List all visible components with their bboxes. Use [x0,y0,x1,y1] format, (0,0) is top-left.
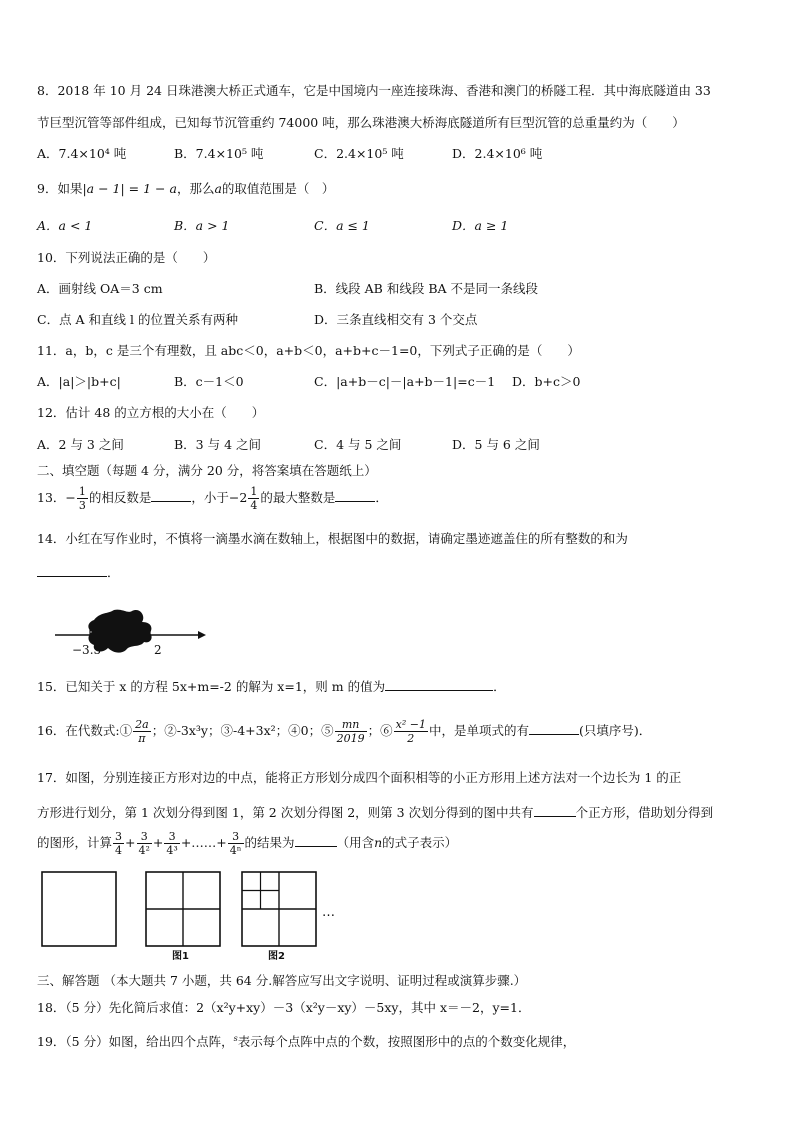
q13-number: 13． [37,490,66,505]
q17-plus-1: + [125,835,136,850]
q16-suffix2: (只填序号)． [578,723,652,738]
base-square [42,872,116,946]
q15-answer-blank[interactable] [385,676,493,691]
q16-line [37,714,651,748]
q9-option-d: D．a ≥ 1 [452,218,509,233]
q13-text2: ，小于 [191,490,229,505]
q12-option-d: D．5 与 6 之间 [452,437,540,452]
q12-option-a: A．2 与 3 之间 [37,437,124,452]
q13-text3: 的最大整数是 [260,490,336,505]
q17-line1: 17．如图，分别连接正方形对边的中点，能将正方形划分成四个面积相等的小正方形用上述方法对一个边长为 1 的正 [37,770,682,785]
q17-ellipsis: +……+ [180,835,227,850]
q16-answer-blank[interactable] [529,720,579,735]
q17-term-2: $\frac{3}{\text{4²}}$ [138,830,150,857]
q17-line3d: 的式子表示） [382,835,458,850]
q8-option-b: B．7.4×10⁵ 吨 [174,146,264,161]
q9-option-c: C．a ≤ 1 [314,218,370,233]
number-line-figure [50,608,220,658]
label-2: 2 [154,643,162,657]
q13-minus: − [65,490,76,505]
q13-end: ． [375,490,388,505]
q11-option-a: A．|a|＞|b+c| [37,374,121,389]
q17-plus-2: + [152,835,164,850]
q15-end: ． [493,679,506,694]
q17-term-1: $\frac{3}{4}$ [115,830,123,857]
q13-line [37,484,388,512]
q9-mid: ，那么 [176,181,215,196]
q13-fraction-2: $\frac{1}{4}$ [250,485,258,512]
q12-stem: 12．估计 48 的立方根的大小在（ ） [37,405,265,420]
figure-1-label: 图1 [172,951,189,962]
q17-line3a: 的图形，计算 [37,835,113,850]
q11-option-b: B．c－1＜0 [174,374,244,389]
q17-line2b: 个正方形，借助划分得到 [575,805,714,820]
section-3-heading: 三、解答题 （本大题共 7 小题，共 64 分.解答应写出文字说明、证明过程或演算步骤.） [37,973,527,988]
q11-option-d: D．b+c＞0 [512,374,581,389]
q8-line1: 8．2018 年 10 月 24 日珠港澳大桥正式通车，它是中国境内一座连接珠海、香港和澳门的桥隧工程．其中海底隧道由 33 [37,83,711,98]
q17-line2a: 方形进行划分，第 1 次划分得到图 1，第 2 次划分得图 2，则第 3 次划分得到的图中共有 [37,805,534,820]
q17-blank-1[interactable] [534,802,576,817]
q14-line1: 14．小红在写作业时，不慎将一滴墨水滴在数轴上，根据图中的数据，请确定墨迹遮盖住的所有整数的和为 [37,531,628,546]
q9-stem [37,180,334,198]
q9-suffix: 的取值范围是（ ） [221,181,335,196]
section-2-heading: 二、填空题（每题 4 分，满分 20 分，将答案填在答题纸上） [37,463,377,478]
q14-end: ． [107,565,120,580]
square-figures [40,870,360,962]
q9-var: a [214,181,222,196]
q16-prefix: 16．在代数式:① [37,723,133,738]
q19-small-s: s [233,1034,238,1043]
q13-blank-1[interactable] [151,487,191,502]
q9-prefix: 9．如果 [37,181,83,196]
q13-blank-2[interactable] [335,487,375,502]
q17-var-n: n [374,835,383,850]
q16-fraction-6: $\frac{\text{x² −1}}{2}$ [395,718,426,745]
q17-term-3: $\frac{3}{\text{4³}}$ [166,830,178,857]
q16-fraction-5: $\frac{mn}{2019}$ [336,718,365,745]
q18-line: 18．（5 分）先化简后求值：2（x²y+xy）－3（x²y－xy）－5xy，其中 x＝－2，y=1． [37,1000,531,1015]
q10-option-c: C．点 A 和直线 l 的位置关系有两种 [37,312,238,327]
q14-line2 [37,562,120,582]
q17-term-n: $\frac{3}{\text{4ⁿ}}$ [229,830,242,857]
q19-line [37,1030,575,1051]
q8-option-a: A．7.4×10⁴ 吨 [37,146,127,161]
q8-option-d: D．2.4×10⁶ 吨 [452,146,543,161]
q11-stem: 11．a，b，c 是三个有理数，且 abc＜0，a+b＜0，a+b+c－1=0，下列式子正确的是（ ） [37,343,580,358]
q14-answer-blank[interactable] [37,562,107,577]
q19-text2: 表示每个点阵中点的个数，按照图形中的点的个数变化规律， [237,1034,576,1050]
q17-line3 [37,826,457,860]
q9-option-a: A．a < 1 [37,218,93,233]
q13-fraction-1: $\frac{1}{3}$ [78,485,86,512]
q8-line2: 节巨型沉管等部件组成，已知每节沉管重约 74000 吨，那么珠港澳大桥海底隧道所有巨型沉管的总重量约为（ ） [37,115,685,130]
q17-line2 [37,802,713,822]
q13-mixed-whole: −2 [228,490,248,505]
q17-line3c: （用含 [336,835,375,850]
q13-text1: 的相反数是 [88,490,152,505]
q16-mid2: ；⑥ [367,723,393,738]
q15-text: 15．已知关于 x 的方程 5x+m=-2 的解为 x=1，则 m 的值为 [37,679,386,694]
figure-2-label: 图2 [268,951,285,962]
q9-abs-expression: |a − 1| = 1 − a [82,181,177,196]
q16-suffix1: 中，是单项式的有 [428,723,529,738]
q9-option-b: B．a > 1 [174,218,230,233]
q8-option-c: C．2.4×10⁵ 吨 [314,146,404,161]
q11-option-c: C．|a+b－c|－|a+b－1|=c－1 [314,374,496,389]
q16-mid1: ；②-3x³y；③-4+3x²；④0；⑤ [151,723,334,738]
q10-stem: 10．下列说法正确的是（ ） [37,250,216,265]
q12-option-c: C．4 与 5 之间 [314,437,402,452]
number-line-arrowhead [198,631,206,639]
continuation-dots: … [322,905,335,920]
q12-option-b: B．3 与 4 之间 [174,437,262,452]
q10-option-a: A．画射线 OA＝3 cm [37,281,163,296]
q16-fraction-1: $\frac{2a}{\pi}$ [135,718,149,745]
q19-text: 19．（5 分）如图，给出四个点阵， [37,1034,234,1050]
q15-line [37,676,506,696]
q10-option-b: B．线段 AB 和线段 BA 不是同一条线段 [314,281,539,296]
q17-blank-2[interactable] [295,832,337,847]
label-negative-3-5: −3.5 [72,643,102,657]
q10-option-d: D．三条直线相交有 3 个交点 [314,312,478,327]
q17-line3b: 的结果为 [244,835,295,850]
